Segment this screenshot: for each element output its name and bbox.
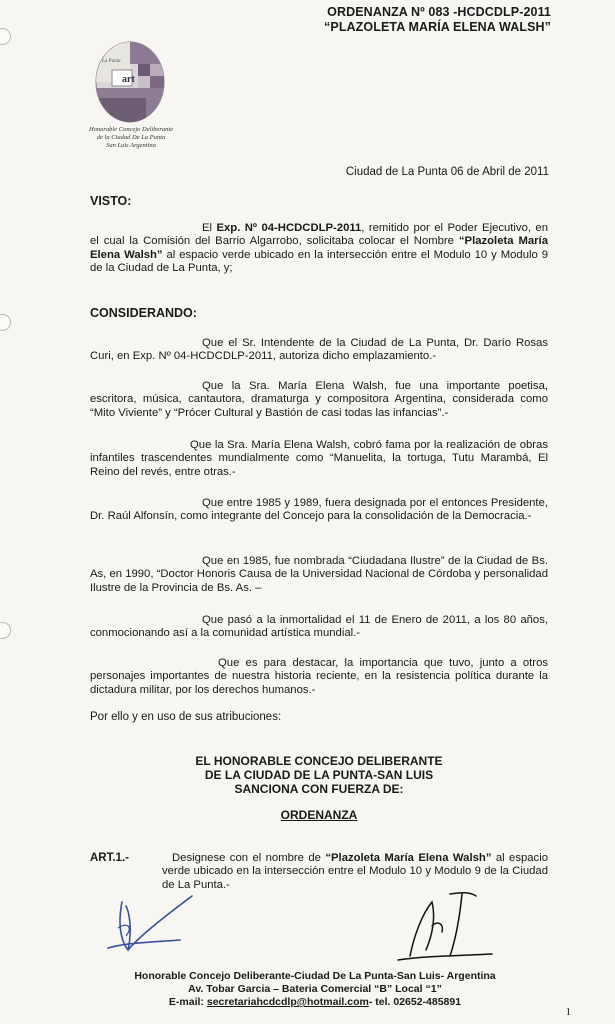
sanciona-line: SANCIONA CON FUERZA DE:: [234, 782, 404, 796]
considerando-text: Que la Sra. María Elena Walsh, cobró fama por la realización de obras infantiles trascendentes mundialmente como “Manuelita, la tortuga, Tutu Marambá, El Reino del revés, entre otras.-: [90, 439, 548, 478]
considerando-paragraph: [90, 497, 548, 524]
visto-intro: El: [202, 222, 217, 234]
considerando-paragraph: [90, 555, 548, 595]
considerando-text: Que es para destacar, la importancia que tuvo, junto a otros personajes importantes de nuestra historia reciente, en la resistencia política durante la dictadura militar, por los derechos humanos.-: [90, 657, 548, 696]
visto-mid: , remitido por el Poder Ejecutivo, en el cual la Comisión del Barrio Algarrobo, solicitaba colocar el Nombre: [90, 222, 548, 248]
svg-text:La Punta: La Punta: [102, 59, 121, 64]
ordinance-title: “PLAZOLETA MARÍA ELENA WALSH”: [324, 20, 551, 34]
expediente-number: Exp. Nº 04-HCDCDLP-2011: [216, 222, 362, 234]
footer-contact: [90, 996, 540, 1009]
logo-caption-line: Honorable Concejo Deliberante: [88, 126, 174, 133]
email-link[interactable]: secretariahcdcdlp@hotmail.com: [206, 996, 369, 1008]
footer: [90, 970, 540, 1009]
footer-line: Honorable Concejo Deliberante-Ciudad De La Punta-San Luis- Argentina: [134, 970, 496, 982]
email-label: E-mail:: [168, 996, 207, 1008]
punch-hole: [0, 622, 11, 639]
visto-heading: VISTO:: [90, 194, 132, 208]
signature-right: [392, 884, 502, 964]
council-logo: [92, 40, 168, 124]
punch-hole: [0, 28, 11, 45]
considerando-paragraph: [90, 439, 548, 479]
ordinance-number: ORDENANZA Nº 083 -HCDCDLP-2011: [327, 5, 551, 19]
punch-hole: [0, 314, 11, 331]
footer-address: Av. Tobar Garcia – Bateria Comercial “B” Local “1”: [188, 983, 442, 995]
considerando-heading: CONSIDERANDO:: [90, 306, 197, 320]
considerando-text: Que la Sra. María Elena Walsh, fue una importante poetisa, escritora, música, cantautora, dramaturga y compositora Argentina, considerada como “Mito Viviente” y “Prócer Cultural y Bastión de casi todas las infancias”.-: [90, 380, 548, 419]
article-intro: Designese con el nombre de: [172, 852, 326, 864]
considerando-paragraph: [90, 380, 548, 420]
date-line: Ciudad de La Punta 06 de Abril de 2011: [345, 166, 549, 178]
article-label: ART.1.-: [90, 852, 129, 864]
considerando-paragraph: [90, 614, 548, 641]
visto-end: al espacio verde ubicado en la intersección entre el Modulo 10 y Modulo 9 de la Ciudad de La Punta, y;: [90, 248, 549, 274]
article-plazoleta-name: “Plazoleta María Elena Walsh”: [325, 852, 492, 864]
footer-phone: - tel. 02652-485891: [368, 996, 462, 1008]
considerando-paragraph: [90, 657, 548, 697]
considerando-paragraph: [90, 337, 548, 364]
ordenanza-title: ORDENANZA: [280, 808, 358, 822]
svg-text:art: art: [122, 74, 135, 85]
article-end: al espacio verde ubicado en la intersección entre el Modulo 10 y Modulo 9 de la Ciudad de La Punta.-: [162, 852, 548, 891]
considerando-text: Que en 1985, fue nombrada “Ciudadana Ilustre” de la Ciudad de Bs. As, en 1990, “Doctor Honoris Causa de la Universidad Nacional de Córdoba y personalidad Ilustre de la Provincia de Bs. As. –: [90, 555, 548, 594]
por-ello-line: Por ello y en uso de sus atribuciones:: [90, 711, 282, 723]
logo-caption-line: de la Ciudad De La Punta: [96, 134, 166, 141]
visto-paragraph: [90, 222, 548, 275]
considerando-text: Que pasó a la inmortalidad el 11 de Enero de 2011, a los 80 años, conmocionando así a la comunidad artística mundial.-: [90, 614, 548, 640]
logo-caption-line: San Luis Argentina: [106, 142, 156, 149]
logo-caption: [86, 126, 176, 150]
signature-left: [100, 892, 200, 962]
page-number: 1: [565, 1006, 571, 1018]
sanciona-block: [90, 754, 548, 796]
sanciona-line: DE LA CIUDAD DE LA PUNTA-SAN LUIS: [204, 768, 434, 782]
considerando-text: Que entre 1985 y 1989, fuera designada por el entonces Presidente, Dr. Raúl Alfonsín, como integrante del Concejo para la consolidación de la Democracia.-: [90, 497, 548, 523]
plazoleta-name: “Plazoleta María Elena Walsh”: [90, 235, 548, 261]
sanciona-line: EL HONORABLE CONCEJO DELIBERANTE: [195, 754, 443, 768]
considerando-text: Que el Sr. Intendente de la Ciudad de La Punta, Dr. Darío Rosas Curi, en Exp. Nº 04-HCDCDLP-2011, autoriza dicho emplazamiento.-: [90, 337, 548, 363]
